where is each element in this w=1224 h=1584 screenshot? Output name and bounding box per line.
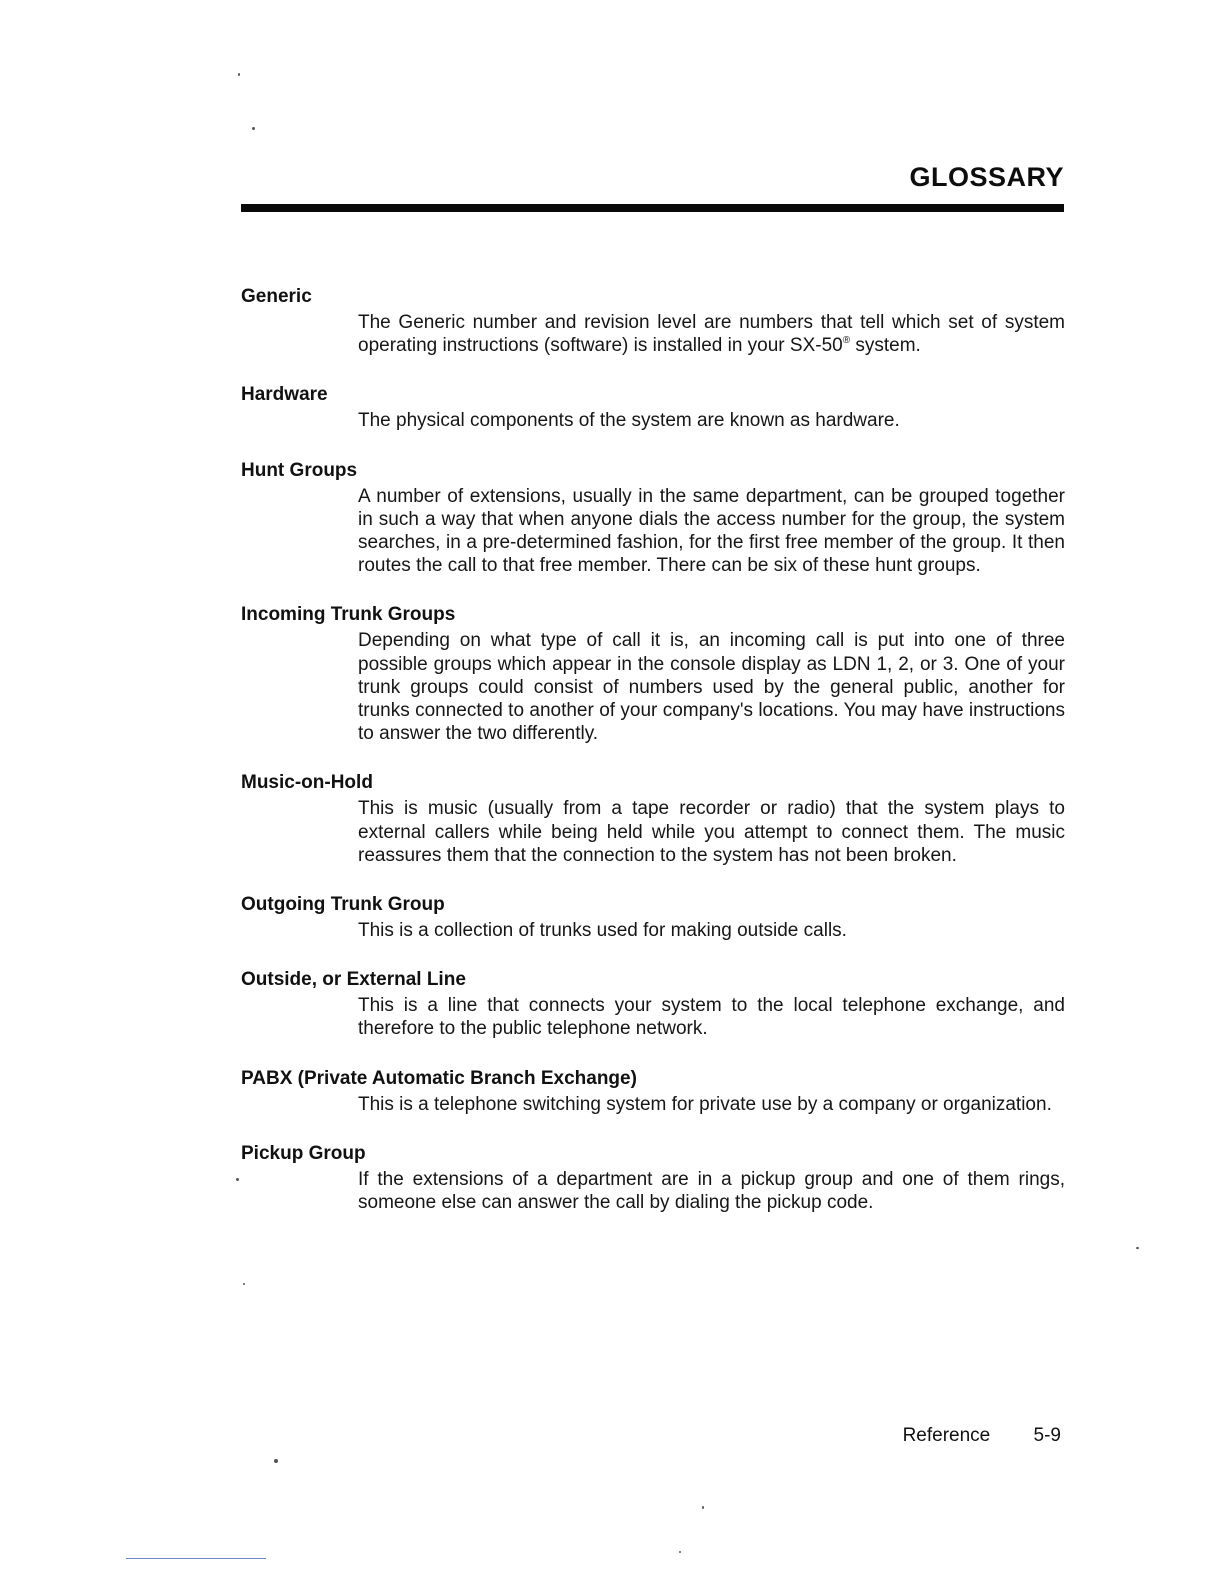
glossary-term: Pickup Group (241, 1142, 366, 1164)
glossary-entry-incoming-trunk-groups (241, 603, 1065, 745)
glossary-entry-pabx (241, 1067, 1065, 1116)
glossary-term: Hardware (241, 384, 328, 406)
scan-speck (236, 1178, 239, 1181)
definition-text-end: system. (850, 335, 921, 357)
glossary-definition: A number of extensions, usually in the same department, can be grouped together in such a way that when anyone dials the access number for the group, the system searches, in a pre-determined fashion, for the first free member of the group. It then routes the call to that free member. There can be six of these hunt groups. (358, 485, 1065, 577)
glossary-term: PABX (Private Automatic Branch Exchange) (241, 1067, 637, 1089)
scan-edge-line (126, 1558, 266, 1559)
page-title: GLOSSARY (909, 162, 1064, 192)
scan-speck (274, 1459, 278, 1463)
glossary-definition: This is music (usually from a tape recorder or radio) that the system plays to external callers while being held while you attempt to connect them. The music reassures them that the connection to the system has not been broken. (358, 798, 1065, 866)
registered-mark: ® (842, 335, 851, 347)
scan-speck (702, 1506, 704, 1509)
glossary-entry-music-on-hold (241, 771, 1065, 867)
glossary-definition: This is a line that connects your system to the local telephone exchange, and therefore to the public telephone network. (358, 995, 1065, 1040)
scan-speck (1136, 1247, 1139, 1249)
glossary-entry-hunt-groups (241, 459, 1065, 578)
glossary-entry-generic (241, 285, 1065, 357)
glossary-term: Incoming Trunk Groups (241, 604, 456, 626)
scan-speck (679, 1551, 681, 1553)
glossary-definition: This is a collection of trunks used for making outside calls. (358, 920, 847, 942)
glossary-definition: This is a telephone switching system for private use by a company or organization. (358, 1093, 1052, 1115)
glossary-definition: Depending on what type of call it is, an incoming call is put into one of three possible groups which appear in the console display as LDN 1, 2, or 3. One of your trunk groups could consist of numbers used by the general public, another for trunks connected to another of your company's locations. You may have instructions to answer the two differently. (358, 630, 1065, 745)
glossary-entry-hardware (241, 383, 1065, 432)
glossary-entry-pickup-group (241, 1142, 1065, 1214)
glossary-term: Hunt Groups (241, 459, 358, 481)
page-footer (903, 1425, 1061, 1447)
glossary-list (241, 285, 1065, 1240)
glossary-term: Music-on-Hold (241, 772, 373, 794)
glossary-term: Outside, or External Line (241, 969, 466, 991)
glossary-definition: The physical components of the system are known as hardware. (358, 410, 900, 432)
page-number: 5-9 (1033, 1425, 1061, 1446)
footer-section-label: Reference (902, 1425, 991, 1446)
glossary-entry-outgoing-trunk-group (241, 893, 1065, 942)
scan-speck (252, 127, 255, 130)
glossary-entry-outside-line (241, 968, 1065, 1040)
scan-speck (243, 1283, 245, 1285)
definition-text: The Generic number and revision level are numbers that tell which set of system operating instructions (software) is installed in your SX-50 (358, 312, 1065, 357)
glossary-term: Outgoing Trunk Group (241, 894, 445, 916)
scan-speck (238, 73, 240, 76)
glossary-definition: If the extensions of a department are in a pickup group and one of them rings, someone else can answer the call by dialing the pickup code. (358, 1168, 1065, 1214)
glossary-definition (358, 311, 1065, 357)
glossary-term: Generic (241, 286, 312, 307)
title-rule (241, 204, 1064, 212)
